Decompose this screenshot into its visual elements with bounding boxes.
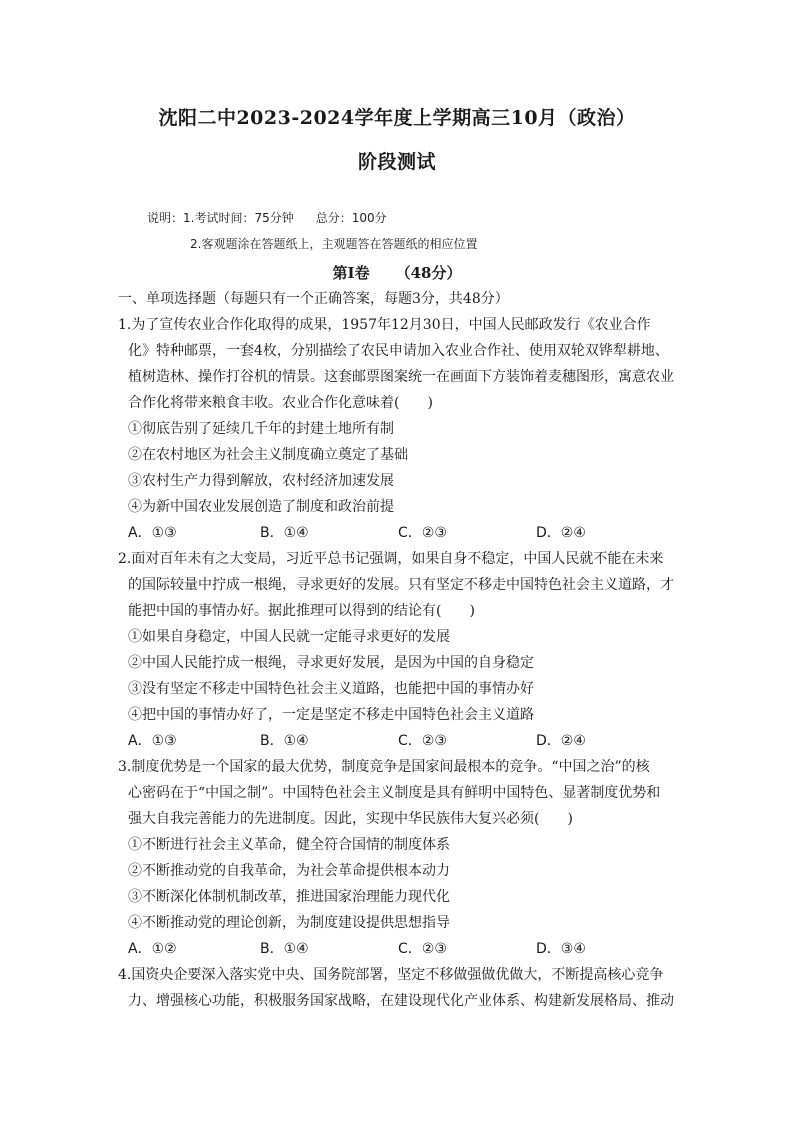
q1-item: ②在农村地区为社会主义制度确立奠定了基础: [128, 447, 408, 463]
q4-stem-line: 力、增强核心功能，积极服务国家战略，在建设现代化产业体系、构建新发展格局、推动: [128, 993, 674, 1009]
q2-option-d[interactable]: D．②④: [536, 733, 586, 749]
instructions-time: 说明：1.考试时间：75分钟: [147, 211, 294, 225]
instructions-line-1: [147, 209, 387, 226]
instructions-score: 总分：100分: [315, 211, 387, 225]
q1-stem-line: 植树造林、操作打谷机的情景。这套邮票图案统一在画面下方装饰着麦穗图形，寓意农业: [128, 369, 674, 385]
q1-stem-line: 合作化将带来粮食丰收。农业合作化意味着( ): [128, 395, 433, 411]
q3-item: ④不断推动党的理论创新，为制度建设提供思想指导: [128, 915, 450, 931]
q2-item: ②中国人民能拧成一根绳，寻求更好发展，是因为中国的自身稳定: [128, 655, 534, 671]
q3-item: ①不断进行社会主义革命，健全符合国情的制度体系: [128, 837, 450, 853]
q1-item: ④为新中国农业发展创造了制度和政治前提: [128, 499, 394, 515]
q1-option-c[interactable]: C．②③: [398, 525, 447, 541]
q4-stem-line: 4.国资央企要深入落实党中央、国务院部署，坚定不移做强做优做大，不断提高核心竞争: [118, 967, 664, 983]
q3-stem-line: 强大自我完善能力的先进制度。因此，实现中华民族伟大复兴必须( ): [128, 811, 573, 827]
q2-stem-line: 2.面对百年未有之大变局，习近平总书记强调，如果自身不稳定，中国人民就不能在未来: [118, 551, 664, 567]
q3-stem-line: 3.制度优势是一个国家的最大优势，制度竞争是国家间最根本的竞争。“中国之治”的核: [118, 759, 650, 775]
instructions-line-2: 2.客观题涂在答题纸上，主观题答在答题纸的相应位置: [190, 237, 478, 251]
volume-heading: [0, 262, 794, 283]
q2-option-c[interactable]: C．②③: [398, 733, 447, 749]
q3-option-b[interactable]: B．①④: [260, 941, 309, 957]
q3-stem-line: 心密码在于“中国之制”。中国特色社会主义制度是具有鲜明中国特色、显著制度优势和: [128, 785, 661, 801]
exam-title: 沈阳二中2023-2024学年度上学期高三10月（政治）: [158, 107, 636, 129]
exam-subtitle: 阶段测试: [357, 151, 436, 173]
q1-option-b[interactable]: B．①④: [260, 525, 309, 541]
q1-item: ①彻底告别了延续几千年的封建土地所有制: [128, 421, 394, 437]
q2-option-b[interactable]: B．①④: [260, 733, 309, 749]
q3-item: ②不断推动党的自我革命，为社会革命提供根本动力: [128, 863, 450, 879]
q1-option-a[interactable]: A．①③: [128, 525, 177, 541]
q2-stem-line: 的国际较量中拧成一根绳，寻求更好的发展。只有坚定不移走中国特色社会主义道路，才: [128, 577, 674, 593]
q2-option-a[interactable]: A．①③: [128, 733, 177, 749]
q3-item: ③不断深化体制机制改革，推进国家治理能力现代化: [128, 889, 450, 905]
q1-stem-line: 1.为了宣传农业合作化取得的成果，1957年12月30日，中国人民邮政发行《农业合作: [118, 317, 651, 333]
q1-option-d[interactable]: D．②④: [536, 525, 586, 541]
q3-option-d[interactable]: D．③④: [536, 941, 586, 957]
q2-stem-line: 能把中国的事情办好。据此推理可以得到的结论有( ): [128, 603, 475, 619]
q3-option-a[interactable]: A．①②: [128, 941, 177, 957]
q2-item: ③没有坚定不移走中国特色社会主义道路，也能把中国的事情办好: [128, 681, 534, 697]
q1-stem-line: 化》特种邮票，一套4枚，分别描绘了农民申请加入农业合作社、使用双轮双铧犁耕地、: [128, 343, 669, 359]
volume-score: （48分）: [395, 264, 462, 282]
q2-item: ④把中国的事情办好了，一定是坚定不移走中国特色社会主义道路: [128, 707, 534, 723]
volume-title: 第Ⅰ卷: [332, 264, 370, 282]
q1-item: ③农村生产力得到解放，农村经济加速发展: [128, 473, 394, 489]
q2-item: ①如果自身稳定，中国人民就一定能寻求更好的发展: [128, 629, 450, 645]
section-heading: 一、单项选择题（每题只有一个正确答案，每题3分，共48分）: [118, 291, 509, 307]
q3-option-c[interactable]: C．②③: [398, 941, 447, 957]
